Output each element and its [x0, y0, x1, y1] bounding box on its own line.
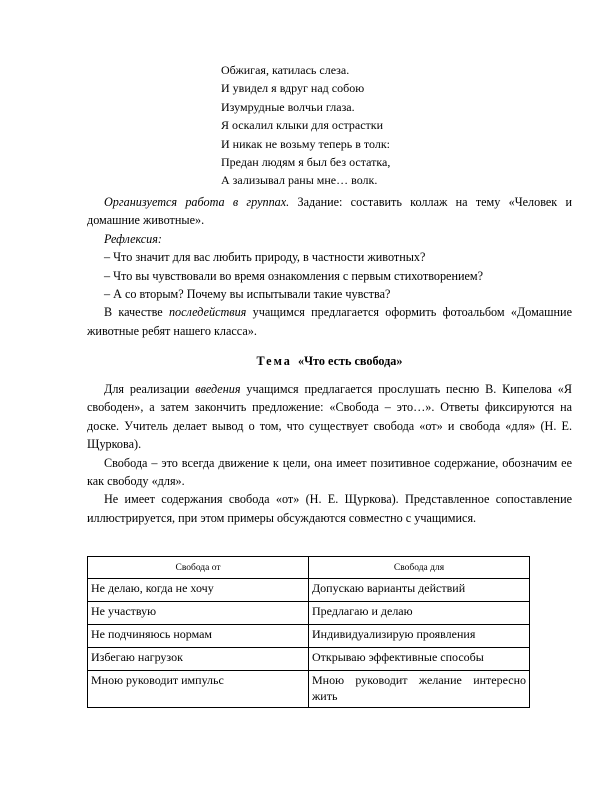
intro-before: Для реализации	[104, 382, 196, 396]
poem-line: Изумрудные волчьи глаза.	[221, 99, 355, 114]
topic-prefix: Тема	[256, 354, 292, 368]
poem-line: Предан людям я был без остатка,	[221, 155, 391, 170]
reflection-question: – Что вы чувствовали во время ознакомления с первым стихотворением?	[104, 268, 484, 283]
reflection-label: Рефлексия:	[104, 231, 162, 246]
aftermath-after: учащимся предлагается оформить фотоальбом «Домашние животные ребят нашего класса».	[87, 305, 572, 338]
aftermath-italic: последействия	[168, 305, 247, 320]
freedom-from-paragraph: Не имеет содержания свобода «от» (Н. Е. Щуркова). Представленное сопоставление иллюстрируется, при этом примеры обсуждаются совместно с учащимися.	[87, 492, 572, 525]
aftermath-before: В качестве	[104, 305, 169, 320]
lesson-text	[87, 193, 572, 340]
poem	[221, 61, 481, 190]
table-header-cell: Свобода для	[309, 557, 530, 579]
topic-heading	[87, 352, 572, 370]
table-row	[88, 602, 530, 625]
poem-line: А зализывал раны мне… волк.	[221, 173, 378, 188]
aftermath-paragraph	[87, 303, 572, 340]
table-cell: Индивидуализирую проявления	[309, 625, 530, 648]
table-cell: Открываю эффективные способы	[309, 648, 530, 671]
task-text: Задание: составить коллаж на тему «Человек и домашние животные».	[87, 195, 572, 228]
poem-line: И никак не возьму теперь в толк:	[221, 136, 390, 151]
topic-text	[87, 380, 572, 527]
table-cell: Мною руководит желание интересно жить	[309, 671, 530, 708]
poem-line: И увидел я вдруг над собою	[221, 81, 365, 96]
intro-paragraph	[87, 380, 572, 454]
reflection-question: – А со вторым? Почему вы испытывали такие чувства?	[104, 287, 391, 302]
table-row	[88, 579, 530, 602]
poem-line: Я оскалил клыки для острастки	[221, 118, 384, 133]
table-cell: Не участвую	[88, 602, 309, 625]
freedom-for-paragraph: Свобода – это всегда движение к цели, она имеет позитивное содержание, обозначим ее как свободу «для».	[87, 455, 572, 489]
table-cell: Избегаю нагрузок	[88, 648, 309, 671]
topic-title: «Что есть свобода»	[298, 354, 403, 368]
table-row	[88, 671, 530, 708]
table-cell: Не делаю, когда не хочу	[88, 579, 309, 602]
poem-line: Обжигая, катилась слеза.	[221, 63, 350, 77]
table-row	[88, 625, 530, 648]
table-cell: Допускаю варианты действий	[309, 579, 530, 602]
intro-after: учащимся предлагается прослушать песню В. Кипелова «Я свободен», а затем закончить предложение: «Свобода – это…». Ответы фиксируются на доске. Учитель делает вывод о том, что существует свобода «от» и свобода «для» (Н. Е. Щуркова).	[87, 382, 572, 452]
table-cell: Мною руководит импульс	[88, 671, 309, 708]
table-row	[88, 648, 530, 671]
table-header-cell: Свобода от	[88, 557, 309, 579]
intro-italic: введения	[195, 382, 241, 396]
table-cell: Не подчиняюсь нормам	[88, 625, 309, 648]
freedom-comparison-table	[87, 556, 530, 708]
task-paragraph	[87, 193, 572, 230]
table-cell: Предлагаю и делаю	[309, 602, 530, 625]
reflection-question: – Что значит для вас любить природу, в частности животных?	[104, 250, 426, 265]
task-lead: Организуется работа в группах.	[104, 195, 290, 209]
table-header-row	[88, 557, 530, 579]
